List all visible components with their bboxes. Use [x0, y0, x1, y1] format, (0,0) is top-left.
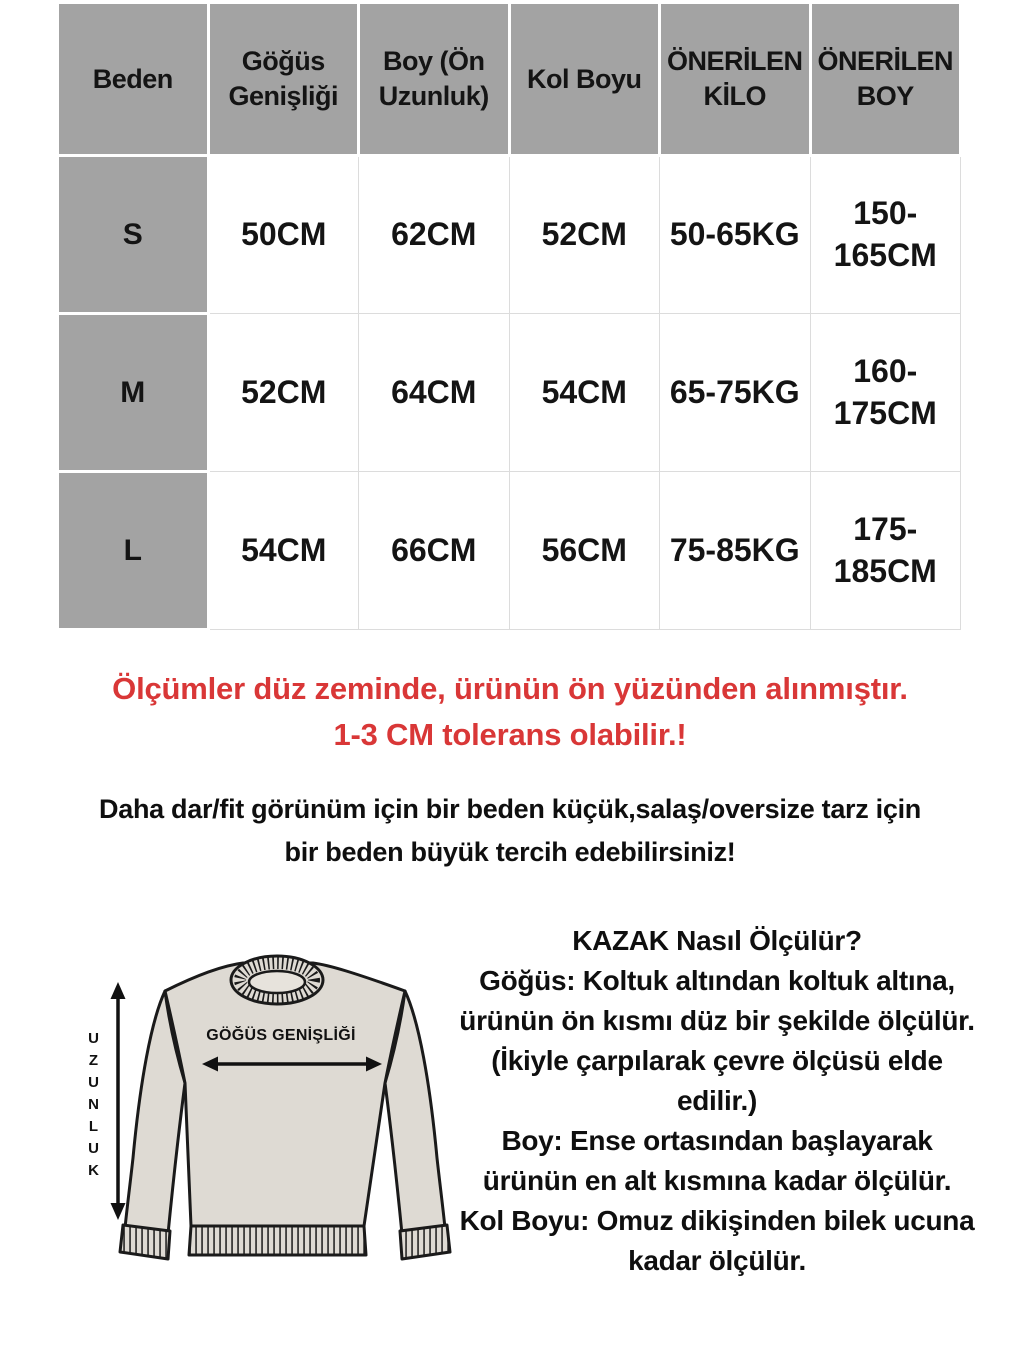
table-row-s	[58, 156, 961, 314]
tolerance-note-line2: 1-3 CM tolerans olabilir.!	[333, 717, 687, 752]
length-arrowhead-bottom	[111, 1203, 126, 1220]
measure-cell: 54CM	[509, 314, 660, 472]
size-cell: S	[58, 156, 209, 314]
measuring-instructions	[442, 921, 992, 1281]
measure-cell: 160-175CM	[810, 314, 961, 472]
hem-band	[189, 1226, 366, 1255]
col-header-kilo: ÖNERİLEN KİLO	[660, 3, 811, 156]
length-axis-label: UZUNLUK	[85, 1030, 102, 1184]
col-header-kol: Kol Boyu	[509, 3, 660, 156]
fit-advice-line2: bir beden büyük tercih edebilirsiniz!	[284, 837, 736, 867]
measure-cell: 50CM	[208, 156, 359, 314]
sweater-illustration	[55, 933, 467, 1305]
col-header-boy: Boy (Ön Uzunluk)	[359, 3, 510, 156]
table-row-l	[58, 472, 961, 630]
tolerance-note	[0, 666, 1020, 758]
table-header-row	[58, 3, 961, 156]
measure-cell: 65-75KG	[660, 314, 811, 472]
col-header-oneri-boy: ÖNERİLEN BOY	[810, 3, 961, 156]
table-row-m	[58, 314, 961, 472]
left-cuff	[120, 1225, 170, 1259]
measure-cell: 52CM	[208, 314, 359, 472]
instructions-title: KAZAK Nasıl Ölçülür?	[572, 925, 862, 956]
instructions-line: ürünün ön kısmı düz bir şekilde ölçülür.	[459, 1005, 975, 1036]
size-cell: L	[58, 472, 209, 630]
length-arrowhead-top	[111, 982, 126, 999]
instructions-line: Boy: Ense ortasından başlayarak	[501, 1125, 933, 1156]
instructions-line: kadar ölçülür.	[628, 1245, 806, 1276]
measure-cell: 50-65KG	[660, 156, 811, 314]
measure-cell: 66CM	[359, 472, 510, 630]
fit-advice-note	[0, 788, 1020, 874]
instructions-line: ürünün en alt kısmına kadar ölçülür.	[482, 1165, 952, 1196]
size-cell: M	[58, 314, 209, 472]
instructions-line: Göğüs: Koltuk altından koltuk altına,	[479, 965, 955, 996]
measure-cell: 54CM	[208, 472, 359, 630]
measure-cell: 150-165CM	[810, 156, 961, 314]
size-table	[56, 1, 962, 631]
col-header-beden: Beden	[58, 3, 209, 156]
collar-inner	[249, 971, 305, 993]
chest-width-label: GÖĞÜS GENİŞLİĞİ	[206, 1027, 356, 1044]
sweater-measurement-diagram	[55, 933, 467, 1305]
measure-cell: 75-85KG	[660, 472, 811, 630]
measure-cell: 64CM	[359, 314, 510, 472]
fit-advice-line1: Daha dar/fit görünüm için bir beden küçük,salaş/oversize tarz için	[99, 794, 921, 824]
measure-cell: 52CM	[509, 156, 660, 314]
col-header-gogus: Göğüs Genişliği	[208, 3, 359, 156]
instructions-line: edilir.)	[676, 1085, 758, 1116]
instructions-line: Kol Boyu: Omuz dikişinden bilek ucuna	[459, 1205, 975, 1236]
measure-cell: 175-185CM	[810, 472, 961, 630]
measure-cell: 62CM	[359, 156, 510, 314]
tolerance-note-line1: Ölçümler düz zeminde, ürünün ön yüzünden alınmıştır.	[112, 671, 908, 706]
measure-cell: 56CM	[509, 472, 660, 630]
instructions-line: (İkiyle çarpılarak çevre ölçüsü elde	[491, 1045, 943, 1076]
